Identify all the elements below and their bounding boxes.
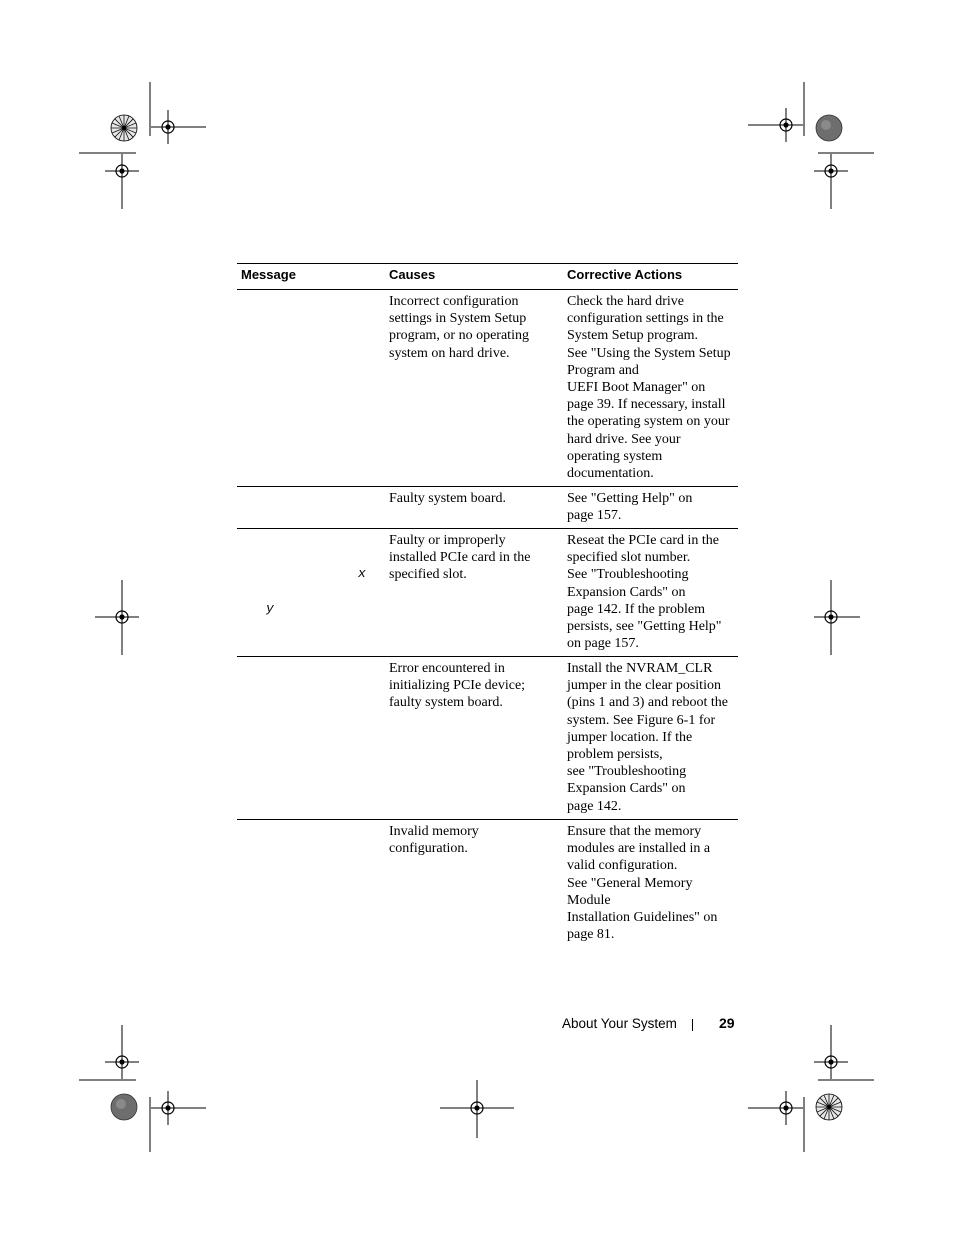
action-line: See "Troubleshooting (567, 567, 689, 583)
action-line: operating system (567, 448, 663, 464)
action-line: Module (567, 892, 611, 908)
action-line: see "Troubleshooting (567, 764, 687, 780)
action-line: jumper in the clear position (567, 678, 721, 694)
action-line: Installation Guidelines" on (567, 910, 718, 926)
action-line: page 142. If the problem (567, 601, 706, 617)
header-causes: Causes (389, 267, 436, 282)
causes-line: installed PCIe card in the (389, 550, 531, 566)
causes-line: specified slot. (389, 567, 467, 583)
action-line: persists, see "Getting Help" (567, 619, 722, 635)
action-line: Reseat the PCIe card in the (567, 533, 720, 548)
message-variable-x: x (358, 566, 366, 581)
action-line: Expansion Cards" on (567, 584, 686, 600)
header-message: Message (241, 267, 296, 282)
action-line: UEFI Boot Manager" on (567, 380, 706, 396)
footer-separator (692, 1019, 693, 1031)
action-line: valid configuration. (567, 858, 678, 874)
action-line: system. See Figure 6-1 for (567, 712, 716, 728)
causes-line: system on hard drive. (389, 345, 510, 361)
corrective-actions-cell (567, 532, 738, 652)
action-line: page 142. (567, 798, 622, 814)
action-line: Install the NVRAM_CLR (567, 661, 713, 676)
action-line: the operating system on your (567, 414, 730, 430)
action-line: on page 157. (567, 636, 639, 652)
action-line: modules are installed in a (567, 841, 711, 857)
table-header-row (237, 263, 738, 290)
corrective-actions-cell (567, 293, 738, 482)
causes-cell (389, 660, 557, 712)
causes-cell (389, 532, 557, 584)
action-line: (pins 1 and 3) and reboot the (567, 695, 728, 711)
action-line: page 81. (567, 927, 615, 943)
action-line: See "Using the System Setup (567, 345, 731, 361)
table-row (237, 820, 738, 950)
causes-line: Error encountered in (389, 661, 505, 676)
action-line: Expansion Cards" on (567, 781, 686, 797)
table-row (237, 529, 738, 657)
causes-line: Invalid memory (389, 824, 479, 839)
page-number: 29 (719, 1015, 735, 1031)
action-line: configuration settings in the (567, 311, 724, 327)
header-corrective-actions: Corrective Actions (567, 267, 683, 282)
action-line: See "General Memory (567, 875, 693, 891)
action-line: problem persists, (567, 747, 663, 763)
causes-line: Faulty system board. (389, 491, 507, 506)
causes-cell (389, 490, 557, 507)
corrective-actions-cell (567, 490, 738, 524)
action-line: jumper location. If the (567, 729, 693, 745)
table-row (237, 487, 738, 529)
causes-line: initializing PCIe device; (389, 678, 526, 694)
error-message-table (237, 263, 738, 950)
action-line: specified slot number. (567, 550, 691, 566)
table-row (237, 290, 738, 487)
message-variable-y: y (266, 601, 274, 616)
causes-cell (389, 293, 557, 362)
causes-line: program, or no operating (389, 328, 529, 344)
causes-line: settings in System Setup (389, 311, 527, 327)
action-line: Program and (567, 362, 639, 378)
table-row (237, 657, 738, 820)
action-line: hard drive. See your (567, 431, 681, 447)
corrective-actions-cell (567, 823, 738, 943)
action-line: page 157. (567, 508, 622, 524)
causes-line: Faulty or improperly (389, 533, 506, 548)
causes-line: faulty system board. (389, 695, 503, 711)
action-line: Check the hard drive (567, 294, 685, 309)
action-line: See "Getting Help" on (567, 491, 693, 506)
action-line: System Setup program. (567, 328, 699, 344)
causes-line: configuration. (389, 841, 468, 857)
corrective-actions-cell (567, 660, 738, 815)
footer-section-title: About Your System (562, 1016, 677, 1031)
causes-line: Incorrect configuration (389, 294, 519, 309)
action-line: page 39. If necessary, install (567, 397, 726, 413)
action-line: documentation. (567, 466, 654, 482)
action-line: Ensure that the memory (567, 824, 702, 839)
causes-cell (389, 823, 557, 857)
